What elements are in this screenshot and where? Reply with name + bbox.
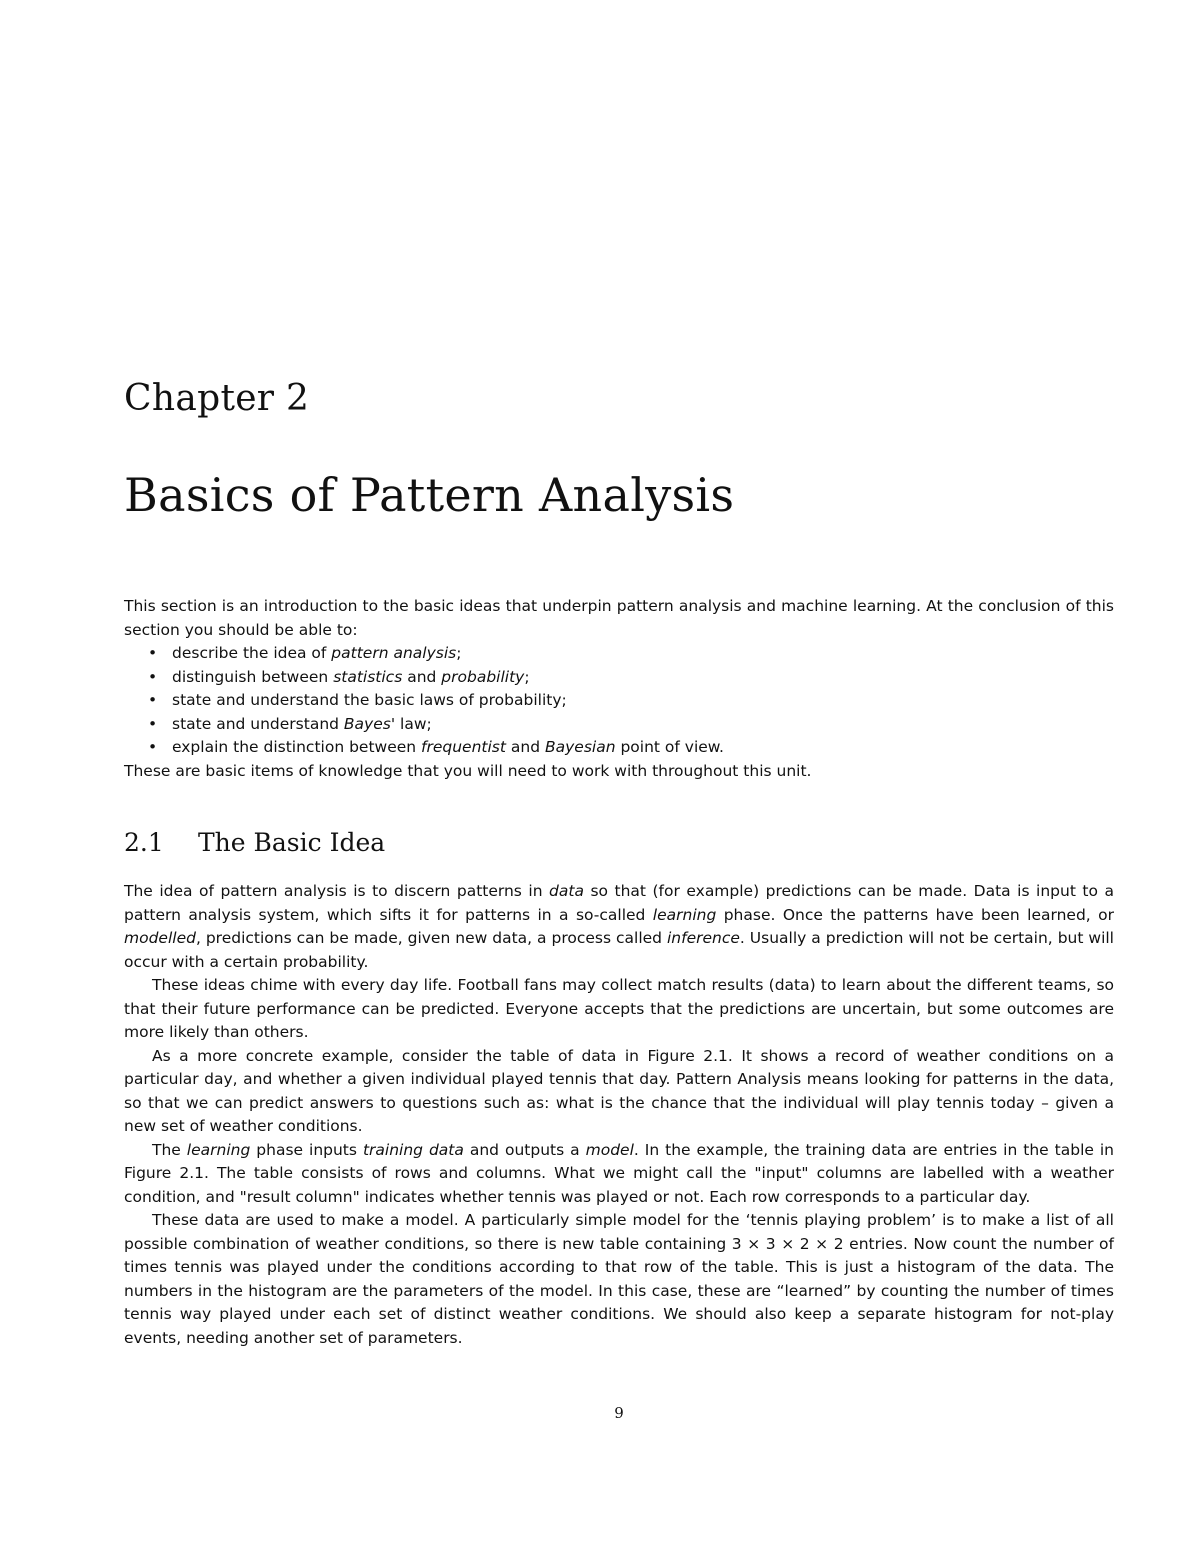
objectives-list [124, 642, 1114, 760]
bullet-icon: • [148, 714, 158, 733]
page-number: 9 [614, 1404, 624, 1422]
objective-item: • state and understand the basic laws of probability; [148, 689, 1114, 713]
bullet-icon: • [148, 667, 158, 686]
chapter-label: Chapter 2 [124, 378, 310, 419]
document-page [124, 0, 1114, 1553]
objective-item: • state and understand Bayes' law; [148, 713, 1114, 737]
objective-item: • describe the idea of pattern analysis; [148, 642, 1114, 666]
objective-item: • explain the distinction between frequentist and Bayesian point of view. [148, 736, 1114, 760]
objective-item: • distinguish between statistics and probability; [148, 666, 1114, 690]
intro-paragraph: This section is an introduction to the basic ideas that underpin pattern analysis and machine learning. At the conclusion of this section you should be able to: [124, 597, 1114, 639]
section-body [124, 880, 1114, 1350]
paragraph-4: The learning phase inputs training data and outputs a model. In the example, the training data are entries in the table in Figure 2.1. The table consists of rows and columns. What we might call the "input" columns are labelled with a weather condition, and "result column" indicates whether tennis was played or not. Each row corresponds to a particular day. [124, 1140, 1115, 1206]
intro-closing: These are basic items of knowledge that you will need to work with throughout this unit. [124, 761, 812, 780]
paragraph-3: As a more concrete example, consider the table of data in Figure 2.1. It shows a record of weather conditions on a particular day, and whether a given individual played tennis that day. Pattern Analysis means looking for patterns in the data, so that we can predict answers to questions such as: what is the chance that the individual will play tennis today – given a new set of weather conditions. [124, 1046, 1114, 1135]
section-number: 2.1 [124, 828, 164, 857]
bullet-icon: • [148, 644, 158, 662]
section-heading [124, 826, 385, 860]
paragraph-2: These ideas chime with every day life. Football fans may collect match results (data) to learn about the different teams, so that their future performance can be predicted. Everyone accepts that the predictions are uncertain, but some outcomes are more likely than others. [124, 976, 1114, 1041]
bullet-icon: • [148, 738, 158, 756]
chapter-title: Basics of Pattern Analysis [124, 468, 735, 522]
paragraph-1: The idea of pattern analysis is to discern patterns in data so that (for example) predictions can be made. Data is input to a pattern analysis system, which sifts it for patterns in a so-called learning phase. Once the patterns have been learned, or modelled, predictions can be made, given new data, a process called inference. Usually a prediction will not be certain, but will occur with a certain probability. [124, 882, 1114, 971]
intro-block [124, 595, 1114, 783]
bullet-icon: • [148, 691, 158, 709]
section-title: The Basic Idea [198, 828, 386, 857]
paragraph-5: These data are used to make a model. A particularly simple model for the ‘tennis playing problem’ is to make a list of all possible combination of weather conditions, so there is new table containing 3 × 3 × 2 × 2 entries. Now count the number of times tennis was played under the conditions according to that row of the table. This is just a histogram of the data. The numbers in the histogram are the parameters of the model. In this case, these are “learned” by counting the number of times tennis way played under each set of distinct weather conditions. We should also keep a separate histogram for not-play events, needing another set of parameters. [124, 1211, 1114, 1347]
